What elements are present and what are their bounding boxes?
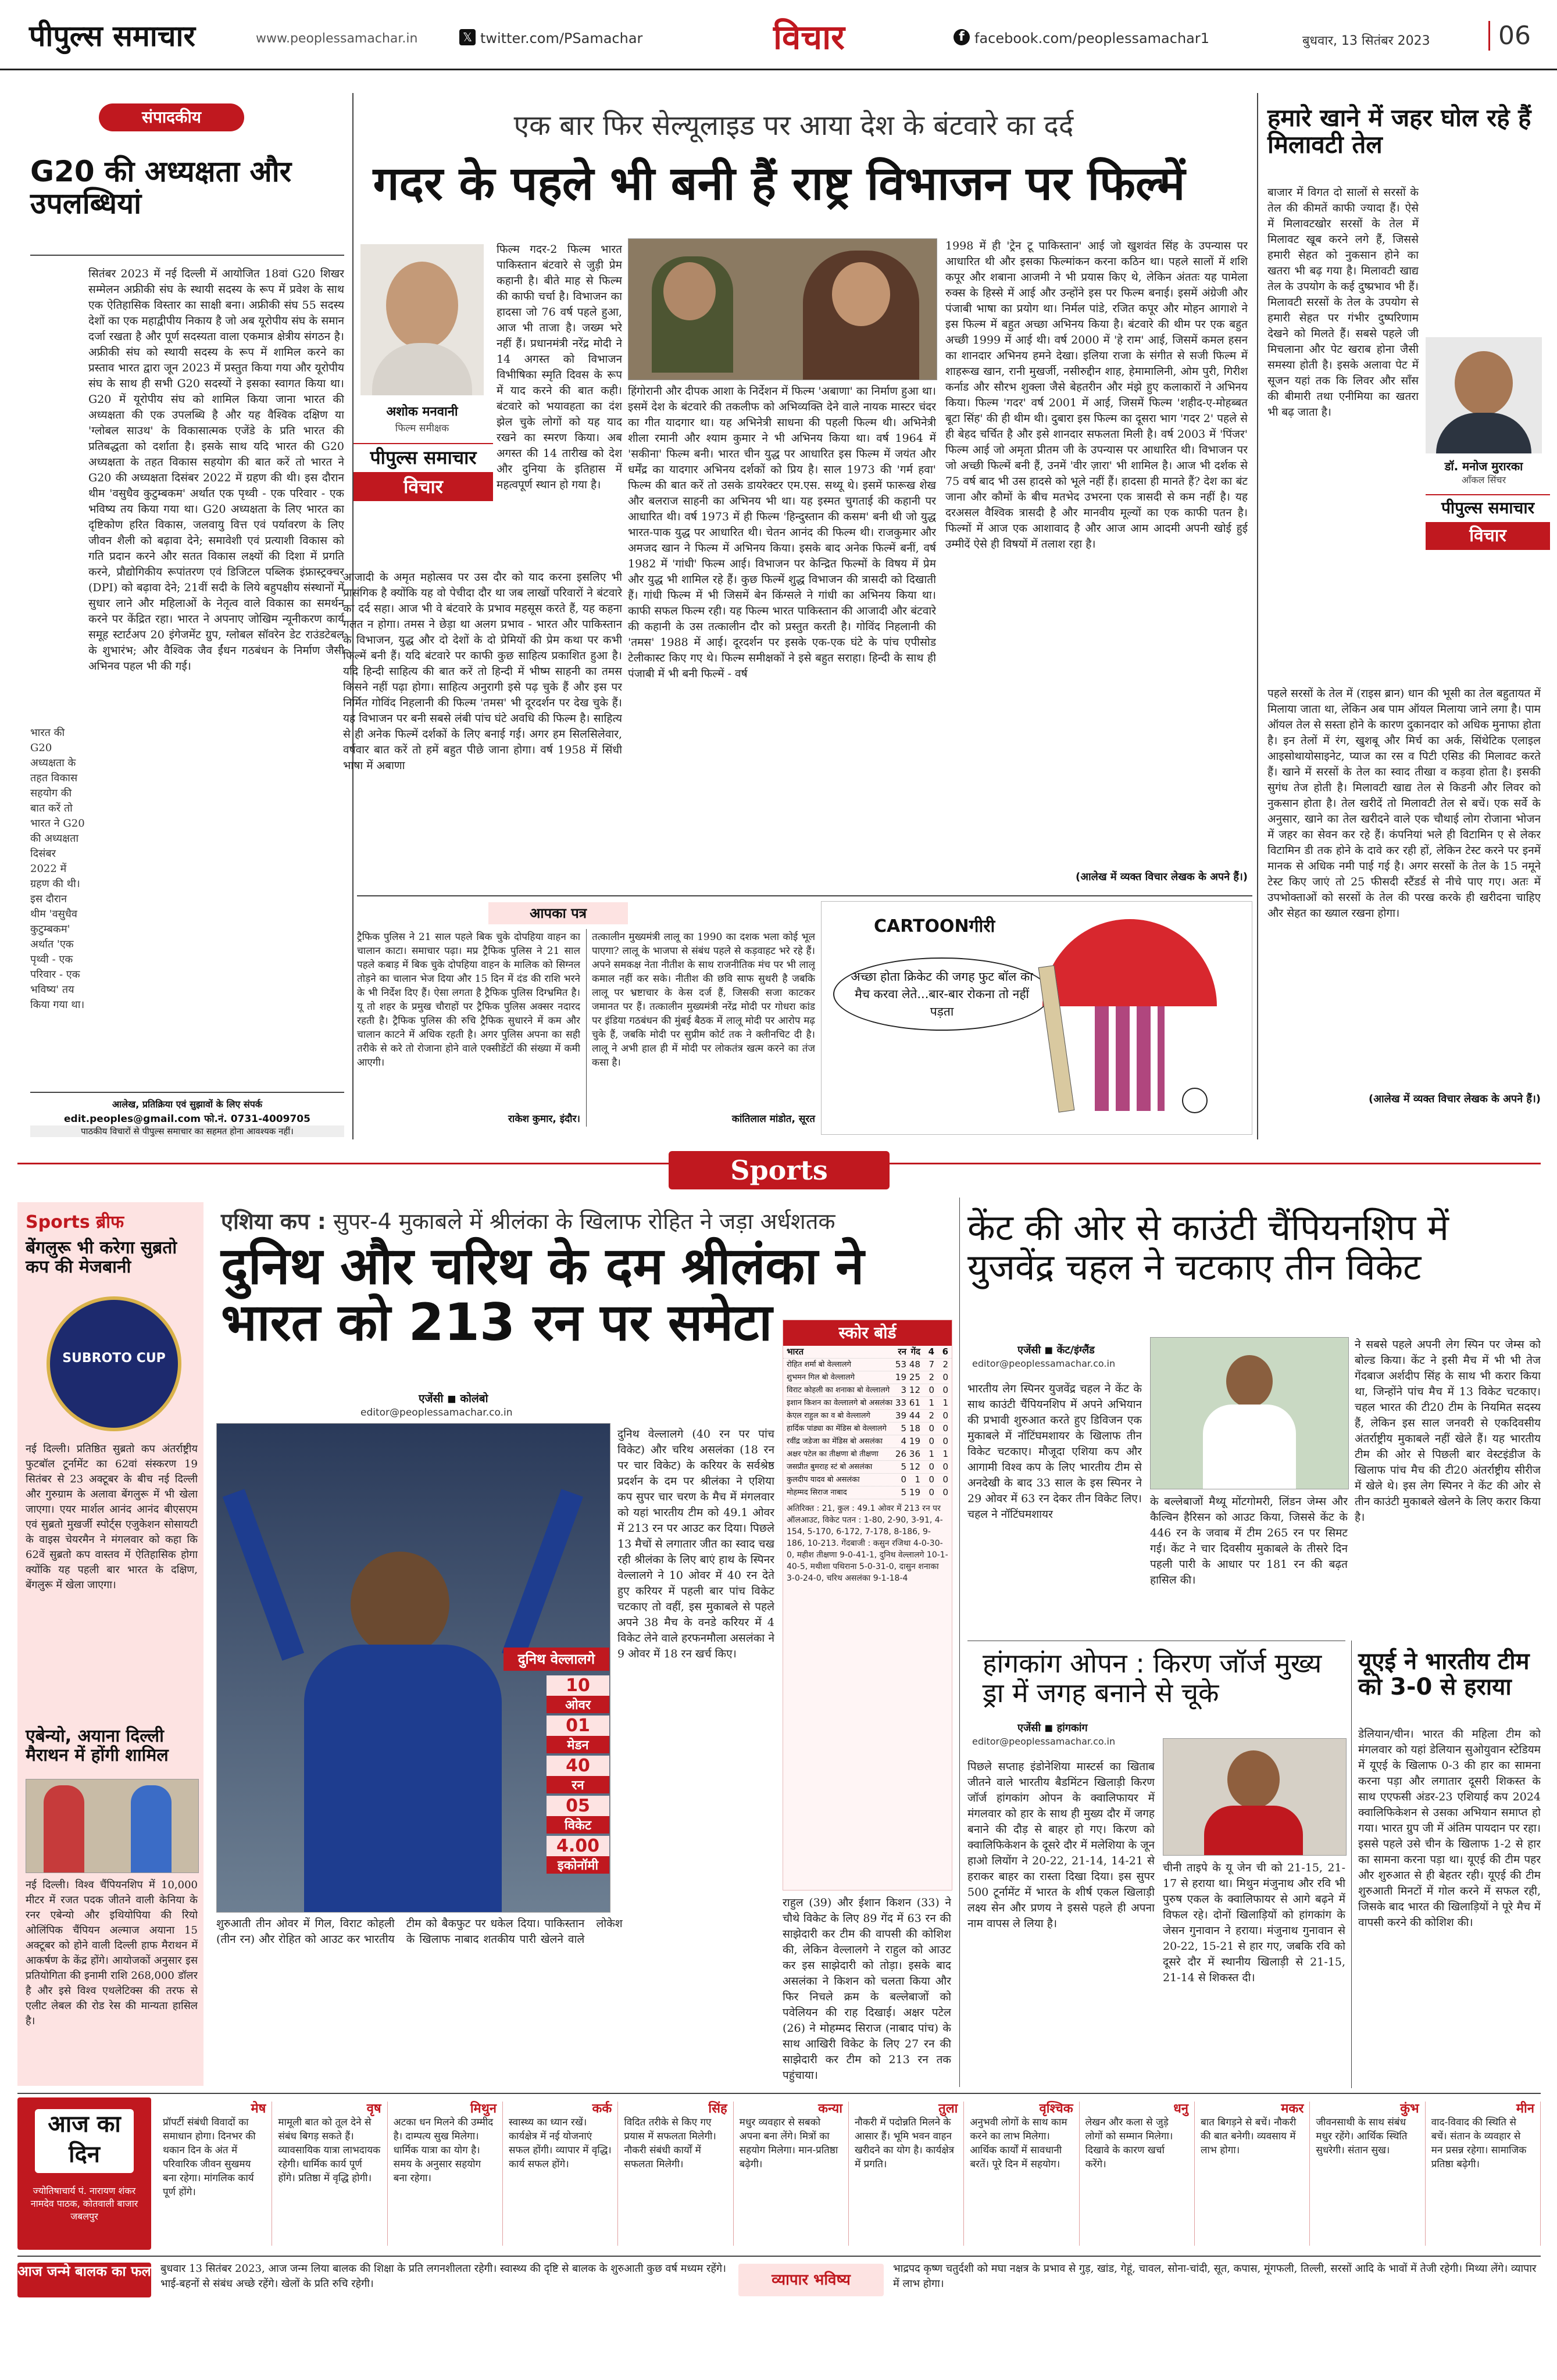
scorecard-cell: 5 [901, 1487, 906, 1498]
scorecard-head-cell: भारत [787, 1346, 804, 1357]
uae-title: यूएई ने भारतीय टीम को 3-0 से हराया [1358, 1648, 1530, 1700]
scorecard-head-cell: 4 [928, 1346, 934, 1357]
letters-title: आपका पत्र [488, 902, 628, 924]
editorial-pullquote: भारत की G20 अध्यक्षता के तहत विकास सहयोग की बात करें तो भारत ने G20 की अध्यक्षता दिसंबर 2022 में ग्रहण की थी। इस दौरान थीम 'वसुधैव कुटुम्बकम' अर्थात 'एक पृथ्वी - एक परिवार - एक भविष्य' तय किया गया था। [30, 727, 85, 1011]
scorecard-cell: हार्दिक पांड्या का मेंडिस बो वेल्लालगे [787, 1424, 887, 1433]
lead-sign: (आलेख में व्यक्त विचार लेखक के अपने हैं।) [1076, 871, 1248, 883]
zodiac-text: मधुर व्यवहार से सबको अपना बना लेंगे। मित्रों का सहयोग मिलेगा। मान-प्रतिष्ठा बढ़ेगी। [739, 2117, 838, 2170]
asia-email[interactable]: editor@peoplessamachar.co.in [360, 1407, 513, 1418]
letter-1-sign: राकेश कुमार, इंदौर। [508, 1113, 580, 1125]
brief-h2: एबेन्यो, अयाना दिल्ली मैराथन में होंगी शामिल [26, 1726, 169, 1766]
author-role: फिल्म समीक्षक [395, 423, 449, 434]
scorecard-cell: 0 [942, 1410, 948, 1421]
letter-1: ट्रैफिक पुलिस ने 21 साल पहले बिक चुके दोपहिया वाहन का चालान काटा। समाचार पढ़ा। मप्र ट्रैफिक पुलिस ने 21 साल पहले कबाड़ में बिक चुके दोपहिया वाहन के मालिक को सिग्नल तोड़ने का चालान भेज दिया और 15 दिन में दंड की राशि भरने के भी निर्देश दिए हैं। ऐसा लगता है ट्रैफिक पुलिस दिग्भ्रमित है। यू तो शहर के प्रमुख चौराहों पर ट्रैफिक पुलिस अक्सर नदारद रहती है। ट्रैफिक पुलिस की रुचि ट्रैफिक सुधारने में कम और चालान काटने में अधिक रहती है। अगर पुलिस अपना का सही तरीके से करे तो रोजाना होने वाले एक्सीडेंटों की संख्या में कमी आएगी। [357, 931, 580, 1069]
zodiac-text: विदित तरीके से किए गए प्रयास में सफलता मिलेगी। नौकरी संबंधी कार्यों में सफलता मिलेगी। [624, 2117, 716, 2170]
scorecard-cell: 0 [942, 1372, 948, 1382]
zodiac-6 [849, 2102, 964, 2246]
zodiac-2 [388, 2102, 503, 2246]
brief-logo: Sports ब्रीफ [26, 1212, 124, 1232]
author-name: अशोक मनवानी [386, 405, 458, 419]
business-label: व्यापार भविष्य [738, 2264, 884, 2296]
scorecard-cell: 39 [895, 1410, 906, 1421]
masthead-website[interactable]: www.peoplessamachar.in [256, 31, 418, 46]
kiran-photo [1163, 1738, 1347, 1856]
hk-body2: चीनी ताइपे के यू जेन ची को 21-15, 21-17 से हराया था। मिथुन मंजुनाथ और रवि भी पुरुष एकल के क्वालिफायर से आगे बढ़ने में विफल रहे। दोनों खिलाड़ियों को हांगकांग के जेसन गुनावान ने हराया। मंजुनाथ गुनावान से 20-22, 15-21 से हार गए, जबकि रवि को दूसरे दौर में स्थानीय खिलाड़ी से 21-15, 21-14 से शिकस्त दी। [1163, 1861, 1345, 1984]
cartoon-ball [1182, 1088, 1208, 1113]
zodiac-name: धनु [1173, 2101, 1188, 2116]
scorecard-cell: 3 [901, 1385, 906, 1395]
scorecard-cell: 61 [909, 1398, 920, 1408]
scorecard-extras: अतिरिक्त : 21, कुल : 49.1 ओवर में 213 रन पर ऑलआउट, विकेट पतन : 1-80, 2-90, 3-91, 4-154, 5-170, 6-172, 7-178, 8-186, 9-186, 10-213. गेंदबाजी : कसुन रजिथा 4-0-30-0, महीश तीक्षणा 9-0-41-1, दुनिथ वेल्लालगे 10-1-40-5, मथीशा पथिराना 5-0-31-0, दासुन शनाका 3-0-24-0, चरिथ असलंका 9-1-18-4 [787, 1504, 948, 1583]
film-still [628, 238, 937, 380]
scorecard-cell: 0 [929, 1423, 934, 1434]
scorecard-cell: 1 [942, 1398, 948, 1408]
twitter-icon[interactable]: 𝕏 [459, 29, 476, 45]
scorecard-row [787, 1474, 948, 1486]
asia-title: दुनिथ और चरिथ के दम श्रीलंका ने भारत को 213 रन पर समेटा [221, 1236, 865, 1352]
brief-body2: नई दिल्ली। विश्व चैंपियनशिप में 10,000 मीटर में रजत पदक जीतने वाली केनिया के रनर एबेन्यो और इथियोपिया की रियो ओलिंपिक चैंपियन अल्माज अयाना 15 अक्टूबर को होने वाली दिल्ली हाफ मैराथन में आकर्षण के केंद्र होंगे। आयोजकों अनुसार इस प्रतियोगिता की इनामी राशि 268,000 डॉलर है और इसे विश्व एथलेटिक्स की तरफ से एलीट लेबल की रोड रेस की मान्यता हासिल है। [26, 1879, 198, 2027]
scorecard-cell: केएल राहुल का व बो वेल्लालगे [787, 1411, 870, 1420]
player-stats-box [547, 1675, 609, 1874]
scorecard-head-cell: गेंद [910, 1346, 920, 1357]
oped2-badge-section: विचार [1426, 522, 1550, 550]
chahal-email[interactable]: editor@peoplessamachar.co.in [972, 1358, 1116, 1369]
asia-kicker-bold: एशिया कप : [221, 1209, 327, 1234]
cup-label: SUBROTO CUP [62, 1351, 166, 1366]
chahal-title: केंट की ओर से काउंटी चैंपियनशिप में युजवेंद्र चहल ने चटकाए तीन विकेट [967, 1206, 1449, 1289]
asia-body4: राहुल (39) और ईशान किशन (33) ने चौथे विकेट के लिए 89 गेंद में 63 रन की साझेदारी कर टीम की वापसी की कोशिश की, लेकिन वेल्लालगे ने राहुल को आउट कर इस साझेदारी को तोड़ा। इसके बाद असलंका ने किशन को चलता किया और फिर निचले क्रम के बल्लेबाजों को पवेलियन की राह दिखाई। अक्षर पटेल (26) ने मोहम्मद सिराज (नाबाद पांच) के साथ आखिरी विकेट के लिए 27 रन की साझेदारी कर टीम को 213 रन तक पहुंचाया। [783, 1896, 951, 2082]
scorecard-head-cell: 6 [942, 1346, 948, 1357]
masthead-section: विचार [773, 17, 845, 57]
scorecard-cell: 12 [909, 1461, 920, 1472]
scorecard-row [787, 1435, 948, 1448]
editorial-footer-3: पाठकीय विचारों से पीपुल्स समाचार का सहमत होना आवश्यक नहीं। [30, 1125, 344, 1137]
zodiac-name: मीन [1516, 2101, 1534, 2116]
zodiac-name: कन्या [818, 2101, 842, 2116]
stat-overs: 10 ओवर [547, 1675, 609, 1713]
scorecard-cell: 0 [942, 1423, 948, 1434]
scorecard-row [787, 1384, 948, 1397]
zodiac-name: तुला [938, 2101, 958, 2116]
zodiac-4 [618, 2102, 733, 2246]
scorecard-row [787, 1423, 948, 1435]
zodiac-8 [1080, 2102, 1195, 2246]
zodiac-7 [964, 2102, 1079, 2246]
brief-body1: नई दिल्ली। प्रतिष्ठित सुब्रतो कप अंतर्राष्ट्रीय फुटबॉल टूर्नामेंट का 62वां संस्करण 19 सितंबर से 23 अक्टूबर के बीच नई दिल्ली और गुरुग्राम के अलावा बेंगलुरू में भी खेला जाएगा। एयर मार्शल आनंद आनंद बीएसएम एवं सुब्रतो मुखर्जी स्पोर्ट्स एजुकेशन सोसायटी के वाइस चेयरमैन ने मंगलवार को कहा कि 62वें सुब्रतो कप वास्तव में ऐतिहासिक होगा क्योंकि यह पहली बार भारत के दक्षिण, बेंगलुरू में खेला जाएगा। [26, 1443, 198, 1591]
cartoon-umbrella [1042, 919, 1217, 1006]
scorecard-cell: 1 [915, 1474, 920, 1485]
scorecard-title: स्कोर बोर्ड [783, 1320, 952, 1346]
zodiac-10 [1310, 2102, 1425, 2246]
scorecard-cell: विराट कोहली का शनाका बो वेल्लालगे [787, 1386, 890, 1395]
zodiac-name: कर्क [592, 2101, 612, 2116]
masthead [0, 0, 1557, 70]
letter-2: तत्कालीन मुख्यमंत्री लालू का 1990 का दशक भला कोई भूल पाएगा? लालू के भाजपा से संबंध पहले से कड़वाहट भरे रहे हैं। अपने समकक्ष नेता नीतीश के साथ राजनीतिक मंच पर भी लालू कमाल नहीं कर सके। नीतीश की छवि साफ सुथरी है जबकि लालू पर भ्रष्टाचार के केस दर्ज हैं, जिसकी सजा काटकर जमानत पर हैं। तत्कालीन मुख्यमंत्री नरेंद्र मोदी पर गोधरा कांड पर इंडिया गठबंधन की मुंबई बैठक में लालू मोदी पर आरोप मढ़ चुके हैं, जबकि मोदी पर सुप्रीम कोर्ट तक ने क्लीनचिट दी है। लालू ने अभी हाल ही में मोदी पर लोकतंत्र खत्म करने का तंज कसा है। [592, 931, 815, 1069]
scorecard-cell: 0 [942, 1487, 948, 1498]
masthead-logo[interactable]: पीपुल्स समाचार [29, 19, 195, 53]
chahal-agency: एजेंसी ◼ केंट/इंग्लैंड [1017, 1344, 1095, 1356]
zodiac-text: बात बिगड़ने से बचें। नौकरी की बात बनेगी। व्यवसाय में लाभ होगा। [1201, 2117, 1297, 2156]
oped2-body1: बाजार में विगत दो सालों से सरसों के तेल की कीमतें काफी ज्यादा हैं। ऐसे में मिलावटखोर सरसों के तेल में मिलावट खूब करने लगे हैं, जिससे हमारी सेहत को नुकसान होने का खतरा भी बढ़ गया है। मिलावटी खाद्य तेल के उपयोग के कई दुष्प्रभाव भी हैं। मिलावटी सरसों के तेल के उपयोग से हमारी सेहत पर गंभीर दुष्परिणाम देखने को मिलते हैं। सबसे पहले जी मिचलाना और पेट खराब होना जैसी समस्या होती है। इसके अलावा पेट में सूजन यहां तक कि लिवर और साँस की बीमारी तथा एनीमिया का खतरा भी बढ़ जाता है। [1267, 186, 1419, 419]
scorecard-cell: 0 [942, 1474, 948, 1485]
scorecard-cell: 19 [895, 1372, 906, 1382]
lead-title: गदर के पहले भी बनी हैं राष्ट्र विभाजन पर फिल्में [373, 156, 1185, 210]
zodiac-text: प्रॉपर्टी संबंधी विवादों का समाधान होगा। दिनभर की थकान दिन के अंत में परिवारिक जीवन सुखमय बना रहेगा। मांगलिक कार्य पूर्ण होंगे। [163, 2117, 256, 2198]
zodiac-5 [734, 2102, 849, 2246]
scorecard-cell: 0 [942, 1461, 948, 1472]
scorecard-row [787, 1461, 948, 1474]
zodiac-9 [1195, 2102, 1310, 2246]
scorecard-cell: 44 [909, 1410, 920, 1421]
masthead-facebook[interactable]: facebook.com/peoplessamachar1 [974, 30, 1209, 47]
scorecard-cell: 53 [895, 1359, 906, 1370]
zodiac-text: वाद-विवाद की स्थिति से बचें। संतान के व्यवहार से मन प्रसन्न रहेगा। सामाजिक प्रतिष्ठा बढ़ेगी। [1431, 2117, 1527, 2170]
cartoon-bubble: अच्छा होता क्रिकेट की जगह फुट बॉल का मैच करवा लेते...बार-बार रोकना तो नहीं पड़ता [833, 957, 1051, 1031]
zodiac-text: अनुभवी लोगों के साथ काम करने का लाभ मिलेगा। आर्थिक कार्यों में सावधानी बरतें। पूरे दिन में सहयोग। [970, 2117, 1067, 2170]
scorecard-cell: अक्षर पटेल का तीक्षणा बो तीक्षणा [787, 1450, 879, 1459]
scorecard-row [787, 1486, 948, 1499]
zodiac-text: जीवनसाथी के साथ संबंध मधुर रहेंगे। आर्थिक स्थिति सुधरेगी। संतान सुख। [1316, 2117, 1408, 2156]
scorecard-cell: 48 [909, 1359, 920, 1370]
cartoon-panel [821, 901, 1252, 1135]
stat-maiden: 01 मेडन [547, 1716, 609, 1753]
scorecard-cell: 2 [942, 1359, 948, 1370]
editorial-tag: संपादकीय [99, 103, 244, 131]
stat-economy: 4.00 इकोनॉमी [547, 1836, 609, 1874]
lead-kicker: एक बार फिर सेल्यूलाइड पर आया देश के बंटवारे का दर्द [513, 109, 1074, 142]
scorecard-cell: 19 [909, 1487, 920, 1498]
scorecard-cell: 0 [901, 1474, 906, 1485]
cartoon-brand: CARTOONगीरी [874, 916, 995, 937]
hk-title: हांगकांग ओपन : किरण जॉर्ज मुख्य ड्रा में जगह बनाने से चूके [983, 1648, 1322, 1709]
hk-body1: पिछले सप्ताह इंडोनेशिया मास्टर्स का खिताब जीतने वाले भारतीय बैडमिंटन खिलाड़ी किरण जॉर्ज हांगकांग ओपन के क्वालिफायर में मंगलवार को हार के साथ ही मुख्य दौर में जगह बनाने की दौड़ से बाहर हो गए। किरण को क्वालिफिकेशन के दूसरे दौर में मलेशिया के जून हाओ लियोंग ने 20-22, 21-14, 14-21 से हराकर बाहर का रास्ता दिखा दिया। इस सुपर 500 टूर्नामेंट में भारत के शीर्ष एकल खिलाड़ी लक्ष्य सेन और प्रणय ने इससे पहले ही अपना नाम वापस ले लिया है। [967, 1760, 1155, 1930]
zodiac-name: मेष [251, 2101, 266, 2116]
oped2-author-photo [1426, 337, 1542, 453]
marathon-photo [26, 1779, 199, 1873]
scorecard-cell: कुलदीप यादव बो असलंका [787, 1475, 860, 1484]
sports-banner: Sports [669, 1151, 890, 1189]
lead-badge-section: विचार [353, 472, 493, 501]
scorecard-row [787, 1410, 948, 1423]
scorecard-row [787, 1397, 948, 1410]
scorecard-cell: 0 [942, 1385, 948, 1395]
scorecard-row [787, 1371, 948, 1384]
asia-body1: दुनिथ वेल्लालगे (40 रन पर पांच विकेट) और चरिथ असलंका (18 रन पर चार विकेट) के करियर के सर्वश्रेष्ठ प्रदर्शन के दम पर श्रीलंका ने एशिया कप सुपर चार चरण के मैच में मंगलवार को यहां भारतीय टीम को 49.1 ओवर में 213 रन पर आउट कर दिया। पिछले 13 मैचों से लगातार जीत का स्वाद चख रही श्रीलंका के लिए बाएं हाथ के स्पिनर वेल्लालगे ने 10 ओवर में 40 रन देते हुए करियर में पहली बार पांच विकेट चटकाए तो वहीं, इस मुकाबले से पहले अपने 38 मैच के वनडे करियर में 4 विकेट लेने वाले हरफनमौला असलंका ने 9 ओवर में 18 रन खर्च किए। [617, 1428, 774, 1660]
scorecard-cell: 2 [929, 1410, 934, 1421]
scorecard-head-cell: रन [898, 1346, 906, 1357]
scorecard-cell: 1 [929, 1449, 934, 1459]
scorecard-cell: रोहित शर्मा बो वेल्लालगे [787, 1360, 851, 1369]
lead-col3: हिंगोरानी और दीपक आशा के निर्देशन में फिल्म 'अबाणा' का निर्माण हुआ था। इसमें देश के बंटवारे की तकलीफ को अभिव्यक्ति देने वाले नायक मास्टर चंदर का गीत यादगार था। यह अभिनेत्री साधना की पहली फिल्म थी। अभिनेत्री शीला रमानी और श्याम कुमार ने भी अभिनय किया था। वर्ष 1964 में 'सकीना' फिल्म बनी। भारत चीन युद्ध पर आधारित इस फिल्म में जयंत और धर्मेंद्र का यादगार अभिनय दर्शकों को प्रिय है। साल 1973 की 'गर्म हवा' फिल्म की बात करें तो उसके डायरेक्टर एम.एस. सथ्यू थे। इसमें फारूख शेख और बलराज साहनी का अभिनय भी था। यह इस्मत चुगताई की कहानी पर आधारित थी। वर्ष 1973 में ही फिल्म 'हिन्दुस्तान की कसम' बनी थी जो युद्ध भारत-पाक युद्ध पर आधारित थी। चेतन आनंद की फिल्म थी। राजकुमार और अमजद खान ने फिल्म में अभिनय किया। इसके बाद अनेक फिल्में बनीं, वर्ष 1982 में 'गांधी' फिल्म आई। विभाजन पर केन्द्रित फिल्मों के विषय में प्रेम और युद्ध भी शामिल रहे हैं। कुछ फिल्में शुद्ध विभाजन की त्रासदी को दिखाती हैं। गांधी फिल्म में भी जिसमें बेन किंग्सले ने गांधी का अभिनय किया था। काफी सफल फिल्म रही। यह फिल्म भारत पाकिस्तान की आजादी और बंटवारे की कहानी के उस तत्कालीन दौर को प्रस्तुत करती है। गोविंद निहलानी की 'तमस' 1988 में आई। दूरदर्शन पर इसके एक-एक घंटे के पांच एपीसोड टेलीकास्ट किए गए थे। फिल्म समीक्षकों ने इसे बहुत सराहा। हिन्दी के साथ ही पंजाबी में भी बनी फिल्में - वर्ष [628, 385, 936, 680]
chahal-photo [1150, 1337, 1349, 1489]
zodiac-text: स्वास्थ्य का ध्यान रखें। कार्यक्षेत्र में नई योजनाएं सफल होंगी। व्यापार में वृद्धि। कार्य सफल होंगे। [509, 2117, 612, 2170]
masthead-date: बुधवार, 13 सितंबर 2023 [1302, 34, 1430, 48]
scorecard-head [783, 1346, 952, 1359]
zodiac-name: मकर [1281, 2101, 1304, 2116]
facebook-icon[interactable]: f [954, 29, 970, 45]
birthday-text: बुधवार 13 सितंबर 2023, आज जन्म लिया बालक की शिक्षा के प्रति लगनशीलता रहेगी। स्वास्थ्य की दृष्टि से बालक के शुरुआती कुछ वर्ष मध्यम रहेंगे। भाई-बहनों से संबंध अच्छे रहेंगे। खेलों के प्रति रुचि रहेगी। [160, 2263, 726, 2290]
zodiac-name: कुंभ [1400, 2101, 1419, 2116]
editorial-title: G20 की अध्यक्षता और उपलब्धियां [30, 155, 292, 220]
scorecard-cell: 0 [929, 1385, 934, 1395]
scorecard [783, 1320, 952, 1891]
zodiac-name: वृष [366, 2101, 381, 2116]
scorecard-cell: 1 [942, 1449, 948, 1459]
oped2-title: हमारे खाने में जहर घोल रहे हैं मिलावटी तेल [1267, 103, 1531, 159]
scorecard-cell: 0 [929, 1461, 934, 1472]
oped2-author-name: डॉ. मनोज मुरारका [1444, 459, 1523, 473]
zodiac-text: मामूली बात को तूल देने से संबंध बिगड़ सकते हैं। व्यावसायिक यात्रा लाभदायक रहेगी। धार्मिक कार्य पूर्ण होंगे। प्रतिष्ठा में वृद्धि होगी। [278, 2117, 381, 2184]
chahal-body3: के बल्लेबाजों मैथ्यू मोंटगोमरी, लिंडन जेम्स और कैल्विन हैरिसन को आउट किया, जिससे केंट के 446 रन के जवाब में टीम 265 रन पर सिमट गई। केंट ने चार दिवसीय मुकाबले के तीसरे दिन पहली पारी के आधार पर 181 रन की बढ़त हासिल की। [1150, 1495, 1348, 1586]
scorecard-rows [783, 1359, 952, 1499]
horoscope-title: आज का दिन [35, 2109, 134, 2173]
brief-h1: बेंगलुरू भी करेगा सुब्रतो कप की मेजबानी [26, 1238, 177, 1277]
scorecard-cell: 0 [942, 1436, 948, 1446]
asia-kicker-text: सुपर-4 मुकाबले में श्रीलंका के खिलाफ रोहित ने जड़ा अर्धशतक [333, 1209, 835, 1234]
chahal-body1: भारतीय लेग स्पिनर युजवेंद्र चहल ने केंट के साथ काउंटी चैंपियनशिप में अपने अभियान की प्रभावी शुरुआत करते हुए डिविजन एक मुकाबले में नॉटिंघमशायर के खिलाफ तीन विकेट चटकाए। मौजूदा एशिया कप और आगामी विश्व कप के लिए भारतीय टीम से अनदेखी के बाद 33 साल के इस स्पिनर ने 29 ओवर में 63 रन देकर तीन विकेट लिए। चहल ने नॉटिंघमशायर [967, 1382, 1142, 1521]
scorecard-cell: 26 [895, 1449, 906, 1459]
scorecard-cell: मोहम्मद सिराज नाबाद [787, 1488, 847, 1497]
scorecard-cell: 33 [895, 1398, 906, 1408]
scorecard-cell: 25 [909, 1372, 920, 1382]
scorecard-cell: 19 [909, 1436, 920, 1446]
author-photo [360, 244, 484, 395]
zodiac-text: नौकरी में पदोन्नति मिलने के आसार हैं। भूमि भवन वाहन खरीदने का योग है। कार्यक्षेत्र में प्रगति। [855, 2117, 954, 2170]
editorial-body: सितंबर 2023 में नई दिल्ली में आयोजित 18वां G20 शिखर सम्मेलन अफ्रीकी संघ के स्थायी सदस्य के रूप में प्रवेश के साथ एक ऐतिहासिक विस्तार का साक्षी बना। अफ्रीकी संघ 55 सदस्य देशों का एक महाद्वीपीय निकाय है जो अब यूरोपीय संघ के समान दर्जा रखता है और पूर्ण सदस्यता वाला एकमात्र क्षेत्रीय संगठन है। अफ्रीकी संघ को स्थायी सदस्य के रूप में शामिल करने का प्रस्ताव भारत द्वारा जून 2023 में प्रस्तुत किया गया और यूरोपीय संघ के साथ ही सभी G20 सदस्यों ने इसका स्वागत किया था। G20 में यूरोपीय संघ को शामिल किया जाना भारत की अध्यक्षता की एक उपलब्धि है और यह वैश्विक दक्षिण या 'ग्लोबल साउथ' के विकासात्मक एजेंडे के प्रति भारत की प्रतिबद्धता को दर्शाता है। इसके साथ यदि भारत की G20 अध्यक्षता के तहत विकास सहयोग की बात करें तो भारत ने G20 की अध्यक्षता दिसंबर 2022 में ग्रहण की थी। इस दौरान थीम 'वसुधैव कुटुम्बकम' अर्थात एक पृथ्वी - एक परिवार - एक भविष्य तय किया गया था। G20 अध्यक्षता के लिए भारत का दृष्टिकोण हरित विकास, जलवायु वित्त एवं पर्यावरण के लिए जीवन शैली को बढ़ावा देने; समावेशी एवं प्रत्याशी विकास को गति प्रदान करने और सतत विकास लक्ष्यों की दिशा में प्रगति करने, प्रौद्योगिकीय रूपांतरण एवं डिजिटल पब्लिक इंफ्रास्ट्रक्चर (DPI) को बढ़ावा देने; 21वीं सदी के लिये बहुपक्षीय संस्थानों में सुधार लाने और महिलाओं के नेतृत्व वाले विकास का समर्थन करने पर केंद्रित रहा। भारत ने अपनाए जोखिम न्यूनीकरण कार्य समूह स्टार्टअप 20 इंगेजमेंट ग्रुप, ग्लोबल सॉवरेन डेट राउंडटेबल के शुभारंभ; और वैश्विक जैव ईंधन गठबंधन के निर्माण जैसी अभिनव पहल भी की गई। [88, 267, 344, 673]
stat-wickets: 05 विकेट [547, 1796, 609, 1834]
zodiac-text: अटका धन मिलने की उम्मीद है। दाम्पत्य सुख मिलेगा। धार्मिक यात्रा का योग है। समय के अनुसार सहयोग बना रहेगा। [393, 2117, 494, 2184]
letter-2-sign: कांतिलाल मांडोत, सूरत [731, 1113, 815, 1125]
scorecard-cell: इशान किशन का वेल्लालगे बो असलंका [787, 1399, 892, 1407]
lead-col2: आजादी के अमृत महोत्सव पर उस दौर को याद करना इसलिए भी प्रासंगिक है क्योंकि यह वो पेचीदा दौर था जब लाखों परिवारों ने बंटवारे का दर्द सहा। आज भी वे बंटवारे के प्रभाव महसूस करते हैं, यह कहना गलत न होगा। तमस ने छेड़ा था अलग प्रभाव - भारत और पाकिस्तान के विभाजन, युद्ध और दो देशों के दो प्रेमियों की प्रेम कथा पर कभी फिल्में बनी हैं। यदि बंटवारे पर काफी कुछ साहित्य प्रकाशित हुआ है। यदि हिन्दी साहित्य की बात करें तो हिन्दी में भीष्म साहनी का तमस किसने नहीं पढ़ा होगा। साहित्य अनुरागी इसे पढ़ चुके हैं और इस पर निर्मित गोविंद निहलानी की फिल्म 'तमस' भी दूरदर्शन पर देख चुके हैं। यह विभाजन पर बनी सबसे लंबी पांच घंटे अवधि की फिल्म है। साहित्य से ही अनेक फिल्में दर्शकों के लिए बनाई गई। अगर हम सिलसिलेवार, वर्षवार बात करें तो हमें बहुत पीछे जाना होगा। वर्ष 1958 में सिंधी भाषा में अबाणा [343, 571, 622, 772]
stat-runs: 40 रन [547, 1756, 609, 1793]
scorecard-cell: 1 [929, 1398, 934, 1408]
zodiac-name: मिथुन [470, 2101, 497, 2116]
subroto-cup-logo[interactable] [47, 1296, 181, 1431]
scorecard-row [787, 1359, 948, 1371]
scorecard-cell: 12 [909, 1385, 920, 1395]
scorecard-cell: 36 [909, 1449, 920, 1459]
zodiac-text: लेखन और कला से जुड़े लोगों को सम्मान मिलेगा। दिखावे के कारण खर्चा करेंगे। [1085, 2117, 1173, 2170]
cartoon-stumps [1095, 1006, 1165, 1111]
lead-col4: 1998 में ही 'ट्रेन टू पाकिस्तान' आई जो खुशवंत सिंह के उपन्यास पर आधारित थी और इसका फिल्मांकन करना कठिन था। पहले सालों में शशि कपूर और शबाना आजमी ने भी प्रयास किए थे, लेकिन अंततः यह पामेला रुक्स के हिस्से में आई और उन्होंने इस पर फिल्म बनाई। इसमें अंग्रेजी और पंजाबी भाषा का प्रयोग था। निर्मल पांडे, रजित कपूर और मोहन आगाशे ने इस फिल्म में बहुत अच्छा अभिनय किया है। बंटवारे की थीम पर एक बहुत अच्छी 1999 में आई थी। वर्ष 2000 में 'हे राम' आई, जिसमें कमल हसन का शानदार अभिनय हमने देखा। इलिया राजा के संगीत से सजी फिल्म में शाहरूख खान, रानी मुखर्जी, नसीरुद्दीन शाह, हेमामालिनी, ओम पुरी, गिरीश कर्नाड और सौरभ शुक्ला जैसे बेहतरीन और मंझे हुए कलाकारों ने अभिनय किया। फिल्म 'गदर' वर्ष 2001 में आई, जिसमें फिल्म 'शहीद-ए-मोहब्बत बूटा सिंह' की ही थीम थी। दुबारा इस फिल्म का दूसरा भाग 'गदर 2' पहले से ही बेहद चर्चित है और इसे शानदार सफलता मिली है। वर्ष 2003 में 'पिंजर' फिल्म आई जो अमृता प्रीतम जी के उपन्यास पर आधारित थी। विभाजन पर जो अच्छी फिल्में बनी हैं, उनमें 'वीर ज़ारा' भी शामिल है। आज भी दर्शक से 75 वर्ष बाद भी उस हादसे को भूले नहीं हैं। हादसा ही मानते हैं? देश का बंट जाना और कौमों के बीच मतभेद उभरना एक त्रासदी से कम नहीं है। यह दरअसल वैश्विक त्रासदी है और मानवीय मूल्यों का एक काफी पतन है। फिल्मों में आज एक आशावाद है और आज आम आदमी अपनी खोई हुई उम्मीदें ऐसे ही विषयों में तलाश रहा है। [945, 240, 1248, 551]
scorecard-cell: रवींद्र जडेजा का मेंडिस बो असलंका [787, 1437, 883, 1446]
asia-agency: एजेंसी ◼ कोलंबो [419, 1392, 488, 1405]
zodiac-name: वृश्चिक [1039, 2101, 1073, 2116]
scorecard-cell: 5 [901, 1461, 906, 1472]
scorecard-cell: 0 [929, 1436, 934, 1446]
chahal-body2: ने सबसे पहले अपनी लेग स्पिन पर जेम्स को बोल्ड किया। केंट ने इसी मैच में भी भी तेज गेंदबाज अर्शदीप सिंह के साथ भी करार किया था, जिन्होंने पांच मैच में 13 विकेट चटकाए। चहल भारत की टी20 टीम के नियमित सदस्य हैं, लेकिन इस साल जनवरी से एकदिवसीय अंतर्राष्ट्रीय मुकाबले नहीं खेले हैं। यह भारतीय टीम की ओर से पिछली बार वेस्टइंडीज के खिलाफ पांच मैच की टी20 अंतर्राष्ट्रीय सीरीज में खेले थे। इस लेग स्पिनर ने केंट की ओर से तीन काउंटी मुकाबले खेलने के लिए करार किया है। [1355, 1338, 1541, 1524]
lead-col1: फिल्म गदर-2 फिल्म भारत पाकिस्तान बंटवारे से जुड़ी प्रेम कहानी है। बीते माह से फिल्म की काफी चर्चा है। विभाजन का हादसा जो 76 वर्ष पहले हुआ, आज भी ताजा है। जख्म भरे नहीं हैं। प्रधानमंत्री नरेंद्र मोदी ने 14 अगस्त को विभाजन विभीषिका स्मृति दिवस के रूप में याद करने की बात कही। बंटवारे को भयावहता का दंश झेल चुके लोगों को यह याद रखने का स्मरण किया। अब अगस्त की 14 तारीख को देश और दुनिया के इतिहास में महत्वपूर्ण स्थान हो गया है। [497, 243, 622, 491]
scorecard-cell: 5 [901, 1423, 906, 1434]
lead-badge-logo: पीपुल्स समाचार [353, 443, 493, 471]
editorial-footer-1: आलेख, प्रतिक्रिया एवं सुझावों के लिए संपर्क [112, 1099, 263, 1110]
hk-email[interactable]: editor@peoplessamachar.co.in [972, 1736, 1116, 1747]
oped2-author-role: ऑंकल सिंचर [1461, 474, 1506, 485]
scorecard-row [787, 1448, 948, 1461]
scorecard-cell: 0 [929, 1487, 934, 1498]
horoscope-astrologer: ज्योतिषाचार्य पं. नारायण शंकर नामदेव पाठक, कोतवाली बाजार जबलपुर [30, 2185, 138, 2222]
business-text: भाद्रपद कृष्ण चतुर्दशी को मघा नक्षत्र के प्रभाव से गुड़, खांड, गेहूं, चावल, सोना-चांदी, सूत, कपास, मूंगफली, तिल्ली, सरसों आदि के भावों में तेजी रहेगी। मिथ्या लेंगे। व्यापार में लाभ होगा। [893, 2263, 1537, 2290]
uae-body: डेलियान/चीन। भारत की महिला टीम को मंगलवार को यहां डेलियान सुओयुवान स्टेडियम में यूएई के खिलाफ 0-3 की हार का सामना करना पड़ा और लगातार दूसरी शिकस्त के साथ एएफसी अंडर-23 एशियाई कप 2024 क्वालिफिकेशन से उसका अभियान समाप्त हो गया। भारत ग्रुप जी में अंतिम पायदान पर रहा। इससे पहले उसे चीन के खिलाफ 1-2 से हार का सामना करना पड़ा था। यूएई की टीम पहर और शुरुआत से ही बेहतर रही। यूएई की टीम शुरुआती मिनटों में गोल करने में सफल रही, जिसके बाद भारत की खिलाड़ियों ने पूरे मैच में वापसी करने की कोशिश की। [1358, 1728, 1541, 1929]
zodiac-name: सिंह [708, 2101, 727, 2116]
oped2-body2: पहले सरसों के तेल में (राइस ब्रान) धान की भूसी का तेल बहुतायत में मिलाया जाता था, लेकिन अब पाम ऑयल मिलाया जाने लगा है। पाम ऑयल तेल से सस्ता होने के कारण दुकानदार को अधिक मुनाफा होता है। इन तेलों में रंग, खुशबू और मिर्च का अर्क, सिंथेटिक एलाइल आइसोथायोसाइनेट, प्याज का रस व पिटी एसिड की मिलावट करते हैं। खाने में सरसों के तेल का स्वाद तीखा व कड़वा होता है। इसकी सुगंध तेज होती है। मिलावटी खाद्य तेल से किडनी और लिवर को नुकसान होता है। तेल खरीदें तो मिलावटी तेल से बचें। एक सर्वे के अनुसार, खाने का तेल खरीदने वाले एक चौथाई लोग रोजाना भोजन में जहर का सेवन कर रहे हैं। कंपनियां भले ही विटामिन ए से लेकर विटामिन डी तक होने के दावे कर रही हों, लेकिन टेस्ट करने पर इनमें मानक से अधिक नमी पाई गई है। अगर सरसों के तेल के 15 नमूने टेस्ट किए जाएं तो 25 फीसदी स्टैंडर्ड से नीचे पाए गए। अतः में उपभोक्ताओं को सरसों के तेल की परख करके ही खरीदना चाहिए और सेहत का ख्याल रखना होगा। [1267, 687, 1541, 920]
scorecard-cell: जसप्रीत बुमराह स्टं बो असलंका [787, 1463, 873, 1471]
page-number: 06 [1488, 21, 1531, 51]
oped2-badge-logo: पीपुल्स समाचार [1426, 494, 1550, 521]
horoscope-box [17, 2097, 151, 2250]
asia-kicker [221, 1206, 954, 1236]
scorecard-cell: 4 [901, 1436, 906, 1446]
scorecard-cell: 7 [929, 1359, 934, 1370]
birthday-label: आज जन्मे बालक का फल [17, 2263, 151, 2297]
zodiac-11 [1426, 2102, 1541, 2246]
zodiac-3 [503, 2102, 618, 2246]
scorecard-cell: 2 [929, 1372, 934, 1382]
oped2-sign: (आलेख में व्यक्त विचार लेखक के अपने हैं।) [1369, 1093, 1541, 1105]
zodiac-1 [272, 2102, 387, 2246]
scorecard-cell: 18 [909, 1423, 920, 1434]
photo-name-tag: दुनिथ वेल्लालगे [503, 1648, 609, 1671]
hk-agency: एजेंसी ◼ हांगकांग [1017, 1722, 1088, 1734]
scorecard-cell: शुभमन गिल बो वेल्लालगे [787, 1373, 855, 1382]
masthead-twitter[interactable]: twitter.com/PSamachar [480, 30, 643, 47]
asia-body3: शुरुआती तीन ओवर में गिल, विराट कोहली (तीन रन) और रोहित को आउट कर भारतीय टीम को बैकफुट पर धकेल दिया। पाकिस्तान के खिलाफ नाबाद शतकीय पारी खेलने वाले लोकेश [216, 1917, 623, 1946]
zodiac-0 [157, 2102, 272, 2246]
scorecard-cell: 0 [929, 1474, 934, 1485]
editorial-footer-2[interactable]: edit.peoples@gmail.com फो.नं. 0731-4009705 [64, 1113, 310, 1125]
